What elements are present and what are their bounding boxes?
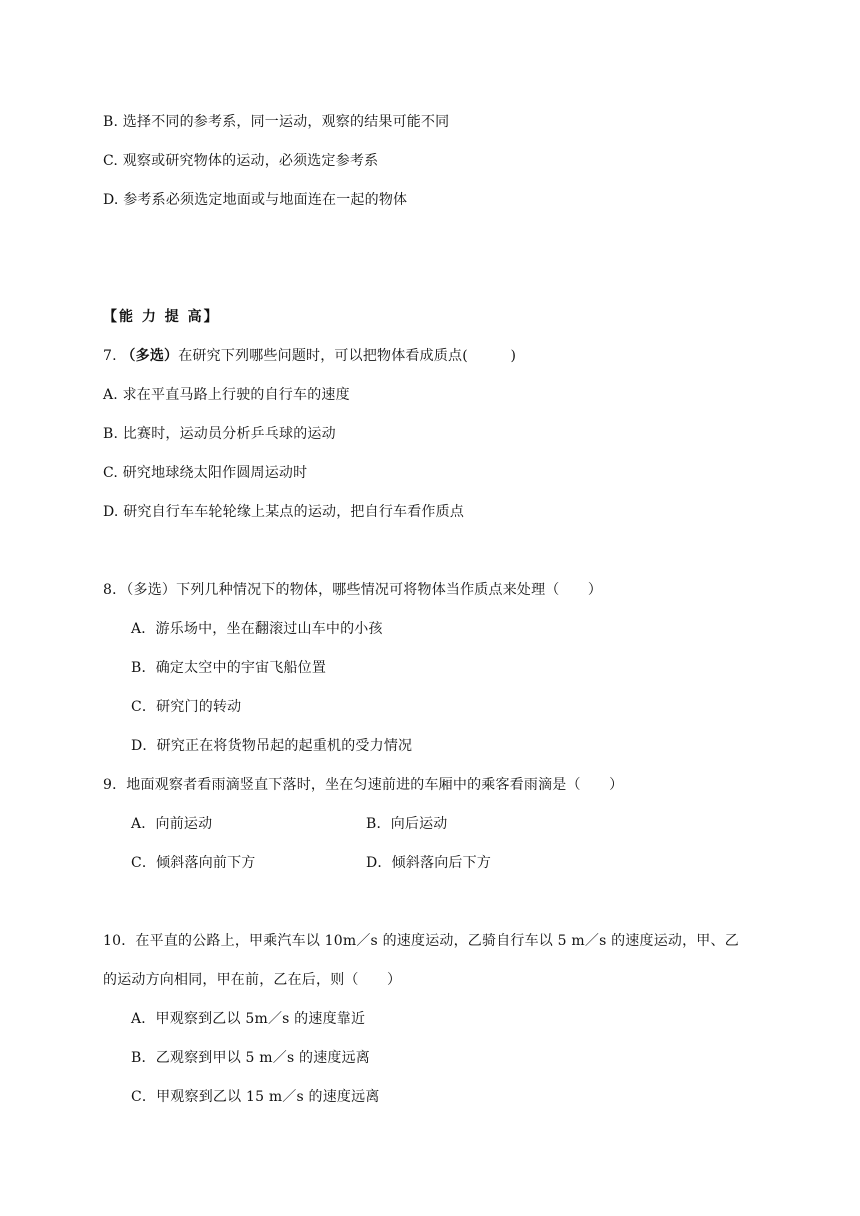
- question-10-option-b: B．乙观察到甲以 5 m／s 的速度远离: [131, 1050, 371, 1066]
- question-7-option-a: A. 求在平直马路上行驶的自行车的速度: [103, 387, 350, 403]
- question-7-stem: [103, 346, 516, 366]
- question-9-option-a: A．向前运动: [131, 816, 213, 832]
- question-10-stem-line2: 的运动方向相同，甲在前，乙在后，则（ ）: [103, 972, 402, 988]
- question-8-option-d: D．研究正在将货物吊起的起重机的受力情况: [131, 738, 413, 754]
- prev-option-c: C. 观察或研究物体的运动，必须选定参考系: [103, 153, 379, 169]
- question-9-option-d: D．倾斜落向后下方: [366, 855, 492, 871]
- question-7-tag: （多选）: [121, 348, 179, 364]
- question-7-option-c: C. 研究地球绕太阳作圆周运动时: [103, 465, 308, 481]
- question-9-option-b: B．向后运动: [366, 816, 448, 832]
- question-10-option-c: C．甲观察到乙以 15 m／s 的速度远离: [131, 1089, 380, 1105]
- prev-option-b: B. 选择不同的参考系，同一运动，观察的结果可能不同: [103, 114, 450, 130]
- question-9-option-c: C．倾斜落向前下方: [131, 855, 256, 871]
- question-10-option-a: A．甲观察到乙以 5m／s 的速度靠近: [131, 1011, 366, 1027]
- section-heading: 【能 力 提 高】: [103, 309, 220, 325]
- question-7-option-b: B. 比赛时，运动员分析乒乓球的运动: [103, 426, 336, 442]
- question-10-stem-line1: 10．在平直的公路上，甲乘汽车以 10m／s 的速度运动，乙骑自行车以 5 m／s 的速度运动，甲、乙: [103, 933, 739, 949]
- question-7-number: 7.: [103, 348, 117, 364]
- question-7-text: 在研究下列哪些问题时，可以把物体看成质点( ): [178, 348, 517, 364]
- question-8-option-a: A．游乐场中，坐在翻滚过山车中的小孩: [131, 621, 383, 637]
- question-7-option-d: D. 研究自行车车轮轮缘上某点的运动，把自行车看作质点: [103, 504, 465, 520]
- question-9-stem: 9．地面观察者看雨滴竖直下落时，坐在匀速前进的车厢中的乘客看雨滴是（ ）: [103, 777, 624, 793]
- question-8-stem: 8．（多选）下列几种情况下的物体，哪些情况可将物体当作质点来处理（ ）: [103, 582, 603, 598]
- question-8-option-c: C．研究门的转动: [131, 699, 242, 715]
- prev-option-d: D. 参考系必须选定地面或与地面连在一起的物体: [103, 192, 408, 208]
- question-8-option-b: B．确定太空中的宇宙飞船位置: [131, 660, 327, 676]
